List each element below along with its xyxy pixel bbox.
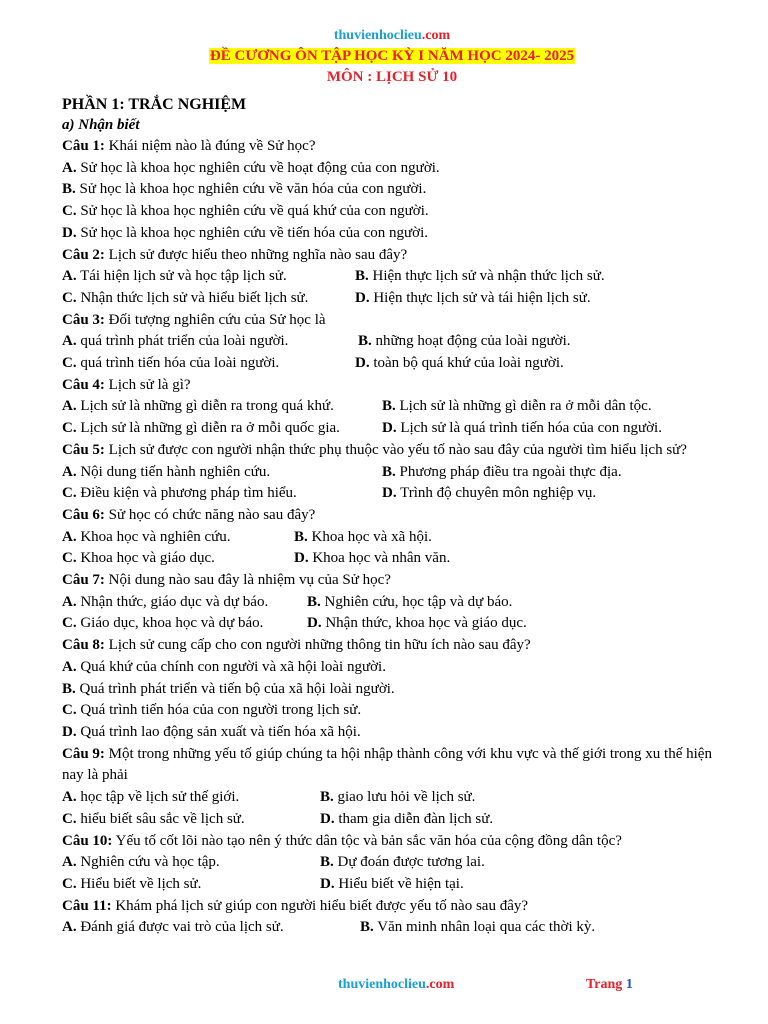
part-heading: PHẦN 1: TRẮC NGHIỆM: [62, 96, 247, 113]
level-heading: a) Nhận biết: [62, 117, 140, 133]
options-5ab: A. Nội dung tiến hành nghiên cứu. B. Phương pháp điều tra ngoài thực địa.: [62, 463, 622, 480]
question-8: Câu 8: Lịch sử cung cấp cho con người những thông tin hữu ích nào sau đây?: [62, 637, 531, 654]
options-2cd: C. Nhận thức lịch sử và hiểu biết lịch sử. D. Hiện thực lịch sử và tái hiện lịch sử.: [62, 289, 591, 306]
options-4cd: C. Lịch sử là những gì diễn ra ở mỗi quốc gia. D. Lịch sử là quá trình tiến hóa của con người.: [62, 420, 662, 437]
doc-subject: MÔN : LỊCH SỬ 10: [326, 69, 458, 85]
site-domain: .com: [421, 28, 451, 43]
options-3ab: A. quá trình phát triển của loài người. B. những hoạt động của loài người.: [62, 333, 571, 350]
options-7cd: C. Giáo dục, khoa học và dự báo. D. Nhận thức, khoa học và giáo dục.: [62, 615, 527, 632]
option-8c: C. Quá trình tiến hóa của con người trong lịch sử.: [62, 702, 362, 719]
option-1a: A. Sử học là khoa học nghiên cứu về hoạt động của con người.: [62, 159, 440, 176]
options-9ab: A. học tập về lịch sử thế giới. B. giao lưu hỏi về lịch sử.: [62, 789, 476, 806]
question-5: Câu 5: Lịch sử được con người nhận thức phụ thuộc vào yếu tố nào sau đây của người tìm hiểu lịch sử?: [62, 441, 687, 458]
options-10cd: C. Hiểu biết về lịch sử. D. Hiểu biết về hiện tại.: [62, 875, 464, 892]
footer-site: thuvienhoclieu.com: [338, 977, 455, 992]
page-number: Trang 1: [586, 977, 633, 992]
option-1c: C. Sử học là khoa học nghiên cứu về quá khứ của con người.: [62, 203, 429, 220]
document-page: [62, 0, 722, 939]
options-6ab: A. Khoa học và nghiên cứu. B. Khoa học và xã hội.: [62, 528, 432, 545]
option-8d: D. Quá trình lao động sản xuất và tiến hóa xã hội.: [62, 723, 361, 740]
question-7: Câu 7: Nội dung nào sau đây là nhiệm vụ của Sử học?: [62, 572, 391, 589]
site-name: thuvienhoclieu: [333, 28, 422, 43]
question-6: Câu 6: Sử học có chức năng nào sau đây?: [62, 506, 316, 523]
options-9cd: C. hiểu biết sâu sắc về lịch sử. D. tham gia diễn đàn lịch sử.: [62, 810, 494, 827]
question-9: Câu 9: Một trong những yếu tố giúp chúng ta hội nhập thành công với khu vực và thế giới trong xu thế hiện nay là phải: [62, 745, 712, 784]
question-2: Câu 2: Lịch sử được hiểu theo những nghĩa nào sau đây?: [62, 246, 408, 263]
options-5cd: C. Điều kiện và phương pháp tìm hiểu. D. Trình độ chuyên môn nghiệp vụ.: [62, 485, 597, 502]
options-4ab: A. Lịch sử là những gì diễn ra trong quá khứ. B. Lịch sử là những gì diễn ra ở mỗi dân tộc.: [62, 398, 652, 415]
option-8b: B. Quá trình phát triển và tiến bộ của xã hội loài người.: [62, 680, 395, 697]
options-6cd: C. Khoa học và giáo dục. D. Khoa học và nhân văn.: [62, 550, 451, 567]
option-1d: D. Sử học là khoa học nghiên cứu về tiến hóa của con người.: [62, 224, 428, 241]
options-3cd: C. quá trình tiến hóa của loài người. D. toàn bộ quá khứ của loài người.: [62, 355, 564, 372]
options-7ab: A. Nhận thức, giáo dục và dự báo. B. Nghiên cứu, học tập và dự báo.: [62, 593, 513, 610]
options-10ab: A. Nghiên cứu và học tập. B. Dự đoán được tương lai.: [62, 854, 485, 871]
question-1: Câu 1: Khái niệm nào là đúng về Sử học?: [62, 138, 316, 154]
option-8a: A. Quá khứ của chính con người và xã hội loài người.: [62, 658, 386, 675]
options-11ab: A. Đánh giá được vai trò của lịch sử. B. Văn minh nhân loại qua các thời kỳ.: [62, 919, 596, 936]
question-3: Câu 3: Đối tượng nghiên cứu của Sử học là: [62, 311, 326, 328]
doc-title: ĐỀ CƯƠNG ÔN TẬP HỌC KỲ I NĂM HỌC 2024- 2025: [209, 48, 575, 64]
question-11: Câu 11: Khám phá lịch sử giúp con người hiểu biết được yếu tố nào sau đây?: [62, 897, 529, 914]
question-10: Câu 10: Yếu tố cốt lõi nào tạo nên ý thức dân tộc và bản sắc văn hóa của cộng đồng dân tộc?: [62, 832, 622, 849]
question-4: Câu 4: Lịch sử là gì?: [62, 376, 191, 393]
site-header: [62, 26, 722, 46]
option-1b: B. Sử học là khoa học nghiên cứu về văn hóa của con người.: [62, 181, 427, 198]
options-2ab: A. Tái hiện lịch sử và học tập lịch sử. B. Hiện thực lịch sử và nhận thức lịch sử.: [62, 268, 605, 285]
